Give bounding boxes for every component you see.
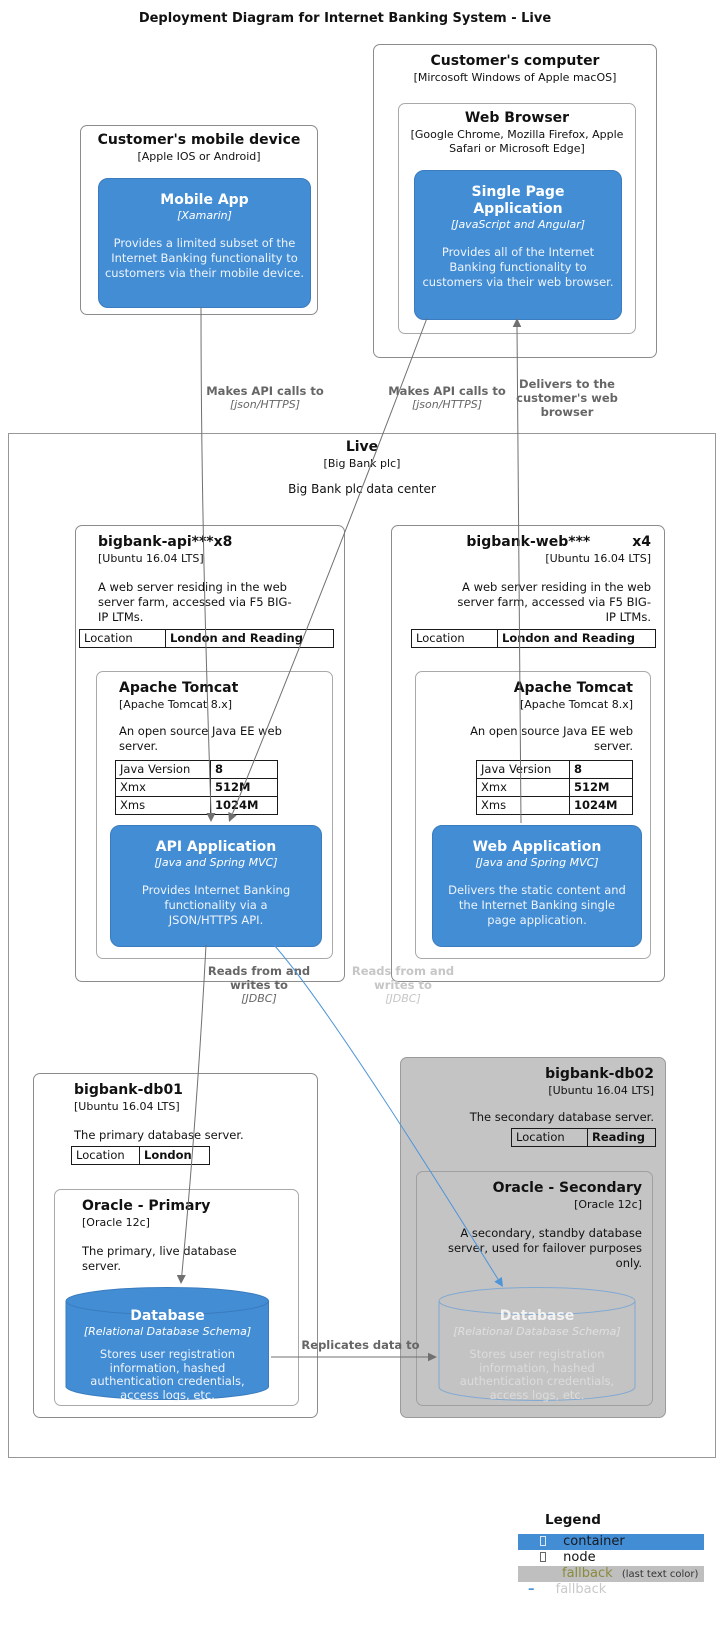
prop-value: 8	[211, 761, 278, 779]
customers-computer-subtitle: [Mircosoft Windows of Apple macOS]	[413, 71, 617, 84]
edge-label-api-db2-protocol: [JDBC]	[385, 992, 421, 1005]
mobile-app-description: Provides a limited subset of the Internet Banking functionality to customers via their mobile device.	[104, 236, 305, 280]
tomcat-api-subtitle: [Apache Tomcat 8.x]	[119, 698, 233, 711]
edge-label-api-db1	[194, 964, 324, 1006]
tomcat-api-title: Apache Tomcat	[119, 680, 239, 696]
legend-row-fallback	[518, 1566, 704, 1582]
bigbank-db02-title: bigbank-db02	[545, 1066, 654, 1082]
tomcat-web-props-table	[476, 760, 633, 815]
oracle-primary-title: Oracle - Primary	[82, 1198, 211, 1214]
spa-subtitle: [JavaScript and Angular]	[450, 218, 586, 231]
container-glyph-icon	[540, 1536, 546, 1546]
oracle-primary-description: The primary, live database server.	[82, 1244, 237, 1273]
database-primary-title: Database	[130, 1308, 205, 1324]
edge-label-api-db1-protocol: [JDBC]	[241, 992, 277, 1005]
web-application-title: Web Application	[472, 839, 602, 855]
legend-row-container	[518, 1534, 704, 1550]
database-primary-description: Stores user registration information, hashed authentication credentials, access logs, etc.	[90, 1347, 245, 1402]
tomcat-web-title: Apache Tomcat	[513, 680, 633, 696]
node-glyph-icon	[540, 1552, 546, 1562]
prop-value: 512M	[211, 779, 278, 797]
prop-value: 1024M	[570, 797, 633, 815]
mobile-device-title: Customer's mobile device	[97, 132, 301, 148]
web-browser-subtitle: [Google Chrome, Mozilla Firefox, Apple Safari or Microsoft Edge]	[410, 128, 624, 155]
legend-row-node	[518, 1550, 704, 1566]
api-application-subtitle: [Java and Spring MVC]	[154, 856, 278, 869]
customers-computer-title: Customer's computer	[430, 53, 600, 69]
location-value: London and Reading	[166, 630, 334, 648]
tomcat-web-description: An open source Java EE web server.	[470, 724, 633, 753]
bigbank-web-count: x4	[632, 534, 651, 550]
edge-label-web-spa-text: Delivers to the customer's web browser	[516, 377, 618, 419]
prop-label: Xmx	[477, 779, 570, 797]
database-secondary-description: Stores user registration information, hashed authentication credentials, access logs, etc.	[459, 1347, 615, 1402]
tomcat-web-subtitle: [Apache Tomcat 8.x]	[519, 698, 633, 711]
prop-label: Xms	[477, 797, 570, 815]
node-bigbank-api	[75, 525, 345, 982]
legend-row-fallback-line	[518, 1582, 704, 1598]
oracle-primary-subtitle: [Oracle 12c]	[82, 1216, 150, 1229]
oracle-secondary-subtitle: [Oracle 12c]	[574, 1198, 642, 1211]
bigbank-db02-description: The secondary database server.	[469, 1110, 654, 1124]
bigbank-api-subtitle: [Ubuntu 16.04 LTS]	[98, 552, 204, 565]
legend-node-label: node	[563, 1550, 596, 1565]
prop-value: 8	[570, 761, 633, 779]
container-single-page-application	[414, 170, 622, 320]
edge-label-api-db2	[338, 964, 468, 1006]
oracle-secondary-description: A secondary, standby database server, used for failover purposes only.	[448, 1226, 642, 1270]
edge-label-web-spa	[512, 377, 622, 419]
bigbank-db02-location-table	[511, 1128, 656, 1147]
bigbank-web-title-text: bigbank-web***	[466, 534, 591, 550]
live-title: Live	[345, 439, 379, 455]
database-primary-subtitle: [Relational Database Schema]	[83, 1325, 252, 1338]
database-secondary-text	[438, 1308, 636, 1402]
mobile-app-subtitle: [Xamarin]	[177, 209, 232, 222]
web-browser-title: Web Browser	[464, 110, 570, 126]
location-value: Reading	[588, 1129, 656, 1147]
prop-value: 1024M	[211, 797, 278, 815]
location-label: Location	[72, 1147, 140, 1165]
node-bigbank-web	[391, 525, 665, 982]
prop-label: Java Version	[477, 761, 570, 779]
bigbank-db01-subtitle: [Ubuntu 16.04 LTS]	[74, 1100, 180, 1113]
node-apache-tomcat-web	[415, 671, 651, 959]
legend-fallback-label: fallback	[562, 1566, 613, 1581]
bigbank-api-title: bigbank-api***x8	[98, 534, 233, 550]
bigbank-api-location-table	[79, 629, 334, 648]
legend-container-label: container	[563, 1534, 625, 1549]
container-api-application	[110, 825, 322, 947]
location-label: Location	[80, 630, 166, 648]
datacenter-label: Big Bank plc data center	[288, 482, 436, 496]
edge-label-mobile-api	[200, 384, 330, 412]
live-subtitle: [Big Bank plc]	[323, 457, 401, 470]
bigbank-db01-location-table	[71, 1146, 210, 1165]
edge-label-api-db1-text: Reads from and writes to	[207, 964, 311, 992]
prop-value: 512M	[570, 779, 633, 797]
bigbank-web-description: A web server residing in the web server farm, accessed via F5 BIG-IP LTMs.	[457, 580, 651, 624]
spa-description: Provides all of the Internet Banking functionality to customers via their web browser.	[422, 245, 614, 289]
spa-title: Single Page Application	[471, 184, 565, 217]
node-web-browser	[398, 103, 636, 334]
location-label: Location	[412, 630, 498, 648]
node-customers-mobile-device	[80, 125, 318, 315]
node-apache-tomcat-api	[96, 671, 333, 959]
edge-label-db1-db2	[288, 1338, 433, 1352]
database-secondary-title: Database	[499, 1308, 575, 1324]
oracle-secondary-title: Oracle - Secondary	[492, 1180, 642, 1196]
legend-title: Legend	[545, 1512, 601, 1528]
bigbank-db01-description: The primary database server.	[74, 1128, 244, 1142]
prop-label: Xms	[116, 797, 211, 815]
bigbank-db01-title: bigbank-db01	[74, 1082, 183, 1098]
tomcat-api-props-table	[115, 760, 278, 815]
database-secondary-cylinder	[438, 1286, 636, 1407]
location-value: London	[140, 1147, 210, 1165]
edge-label-spa-api	[382, 384, 512, 412]
mobile-device-subtitle: [Apple IOS or Android]	[137, 150, 261, 163]
edge-label-mobile-api-text: Makes API calls to	[206, 384, 324, 398]
fallback-line-icon: –	[528, 1582, 535, 1597]
bigbank-web-subtitle: [Ubuntu 16.04 LTS]	[545, 552, 651, 565]
edge-label-spa-api-text: Makes API calls to	[388, 384, 506, 398]
web-application-subtitle: [Java and Spring MVC]	[475, 856, 599, 869]
edge-label-spa-api-protocol: [json/HTTPS]	[411, 398, 483, 411]
tomcat-api-description: An open source Java EE web server.	[119, 724, 282, 753]
mobile-app-title: Mobile App	[160, 192, 249, 208]
legend-fallback-line-label: fallback	[555, 1582, 607, 1597]
database-secondary-subtitle: [Relational Database Schema]	[453, 1325, 621, 1338]
database-primary-text	[65, 1308, 270, 1402]
prop-label: Java Version	[116, 761, 211, 779]
bigbank-web-location-table	[411, 629, 656, 648]
location-label: Location	[512, 1129, 588, 1147]
edge-label-mobile-api-protocol: [json/HTTPS]	[229, 398, 301, 411]
prop-label: Xmx	[116, 779, 211, 797]
container-mobile-app	[98, 178, 311, 308]
edge-label-db1-db2-text: Replicates data to	[301, 1338, 420, 1352]
database-primary-cylinder	[65, 1286, 270, 1407]
legend-fallback-note: (last text color)	[621, 1569, 699, 1580]
diagram-title: Deployment Diagram for Internet Banking System - Live	[138, 11, 552, 26]
bigbank-api-description: A web server residing in the web server farm, accessed via F5 BIG-IP LTMs.	[98, 580, 292, 624]
node-customers-computer	[373, 44, 657, 358]
api-application-title: API Application	[155, 839, 277, 855]
api-application-description: Provides Internet Banking functionality via a JSON/HTTPS API.	[141, 883, 291, 927]
bigbank-db02-subtitle: [Ubuntu 16.04 LTS]	[548, 1084, 654, 1097]
container-web-application	[432, 825, 642, 947]
location-value: London and Reading	[498, 630, 656, 648]
bigbank-web-title	[466, 534, 651, 551]
web-application-description: Delivers the static content and the Internet Banking single page application.	[448, 883, 626, 927]
edge-label-api-db2-text: Reads from and writes to	[351, 964, 455, 992]
